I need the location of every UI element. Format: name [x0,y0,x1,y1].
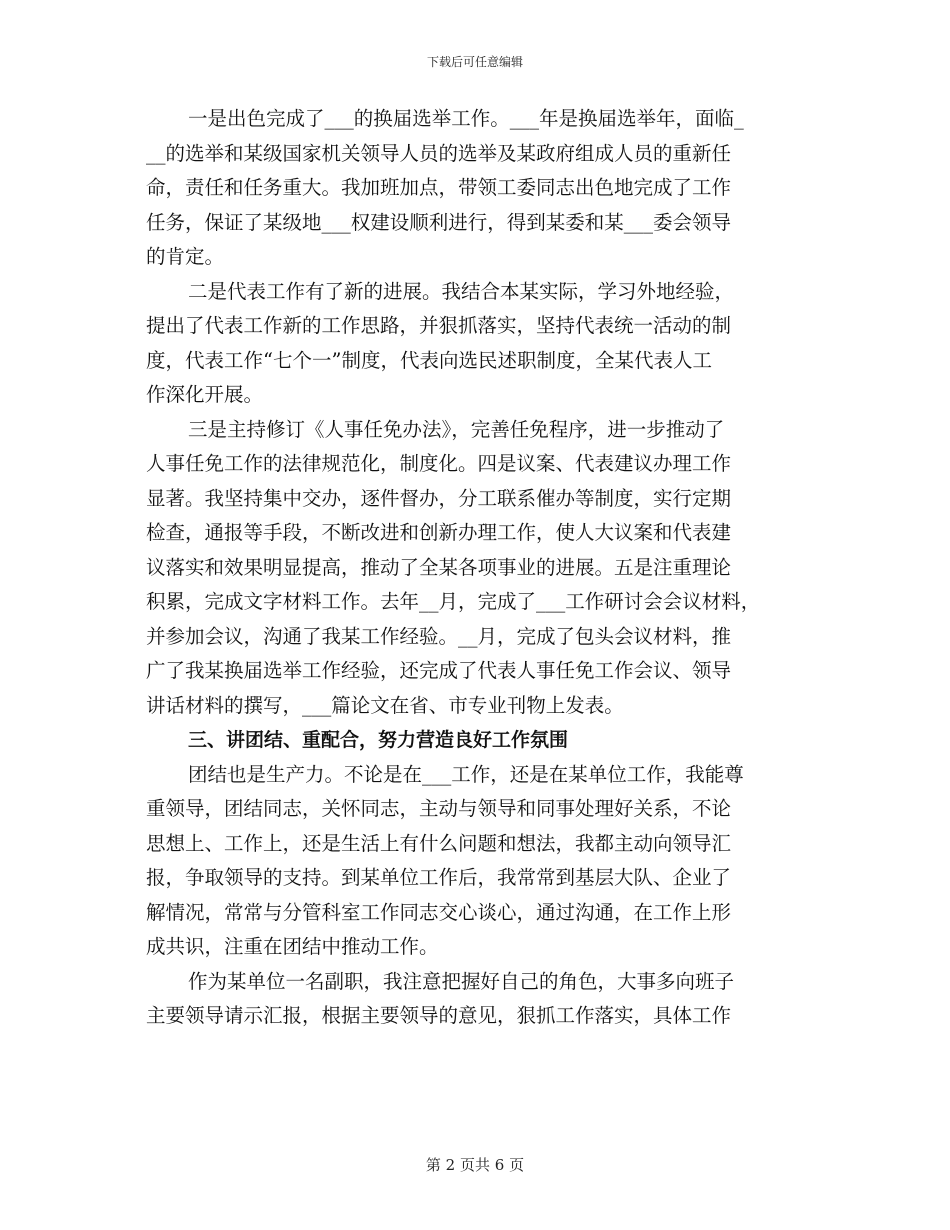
paragraph-line: 命，责任和任务重大。我加班加点，带领工委同志出色地完成了工作 [146,176,732,199]
section-heading: 三、讲团结、重配合，努力营造良好工作氛围 [188,729,569,751]
paragraph-line: 人事任免工作的法律规范化，制度化。四是议案、代表建议办理工作 [146,452,732,475]
paragraph-line: 三是主持修订《人事任免办法》，完善任免程序，进一步推动了 [188,417,725,441]
paragraph-line: 议落实和效果明显提高，推动了全某各项事业的进展。五是注重理论 [146,555,732,579]
paragraph-line: 检查，通报等手段，不断改进和创新办理工作，使人大议案和代表建 [146,521,732,544]
paragraph-line: 解情况，常常与分管科室工作同志交心谈心，通过沟通，在工作上形 [146,900,732,924]
paragraph-line: 积累，完成文字材料工作。去年__月，完成了___工作研讨会会议材料， [146,590,761,613]
page-footer: 第 2 页共 6 页 [425,1156,525,1174]
paragraph-line: 一是出色完成了___的换届选举工作。___年是换届选举年，面临_ [188,107,744,130]
paragraph-line: 团结也是生产力。不论是在___工作，还是在某单位工作，我能尊 [188,762,744,786]
paragraph-line: 作为某单位一名副职，我注意把握好自己的角色，大事多向班子 [188,969,735,993]
paragraph-line: 提出了代表工作新的工作思路，并狠抓落实，坚持代表统一活动的制 [146,314,732,337]
page-header: 下载后可任意编辑 [426,55,523,69]
document-body [146,102,822,1034]
paragraph-line: 思想上、工作上，还是生活上有什么问题和想法，我都主动向领导汇 [146,831,732,855]
paragraph-line: 的肯定。 [146,245,225,268]
paragraph-line: 讲话材料的撰写，___篇论文在省、市专业刊物上发表。 [146,693,624,717]
paragraph-line: 重领导，团结同志，关怀同志，主动与领导和同事处理好关系，不论 [146,797,732,820]
paragraph-line: 主要领导请示汇报，根据主要领导的意见，狠抓工作落实，具体工作 [146,1004,732,1027]
paragraph-line: 任务，保证了某级地___权建设顺利进行，得到某委和某___委会领导 [146,210,732,234]
paragraph-line: 作深化开展。 [146,383,264,406]
paragraph-line: 广了我某换届选举工作经验，还完成了代表人事任免工作会议、领导 [146,659,732,682]
paragraph-line: 度，代表工作“七个一”制度，代表向选民述职制度，全某代表人工 [146,348,712,372]
paragraph-line: 成共识，注重在团结中推动工作。 [146,935,439,958]
paragraph-line: __的选举和某级国家机关领导人员的选举及某政府组成人员的重新任 [146,141,732,165]
paragraph-line: 显著。我坚持集中交办，逐件督办，分工联系催办等制度，实行定期 [146,486,732,510]
paragraph-line: 二是代表工作有了新的进展。我结合本某实际，学习外地经验， [188,279,735,303]
paragraph-line: 报，争取领导的支持。到某单位工作后，我常常到基层大队、企业了 [146,866,732,889]
paragraph-line: 并参加会议，沟通了我某工作经验。__月，完成了包头会议材料，推 [146,624,732,648]
